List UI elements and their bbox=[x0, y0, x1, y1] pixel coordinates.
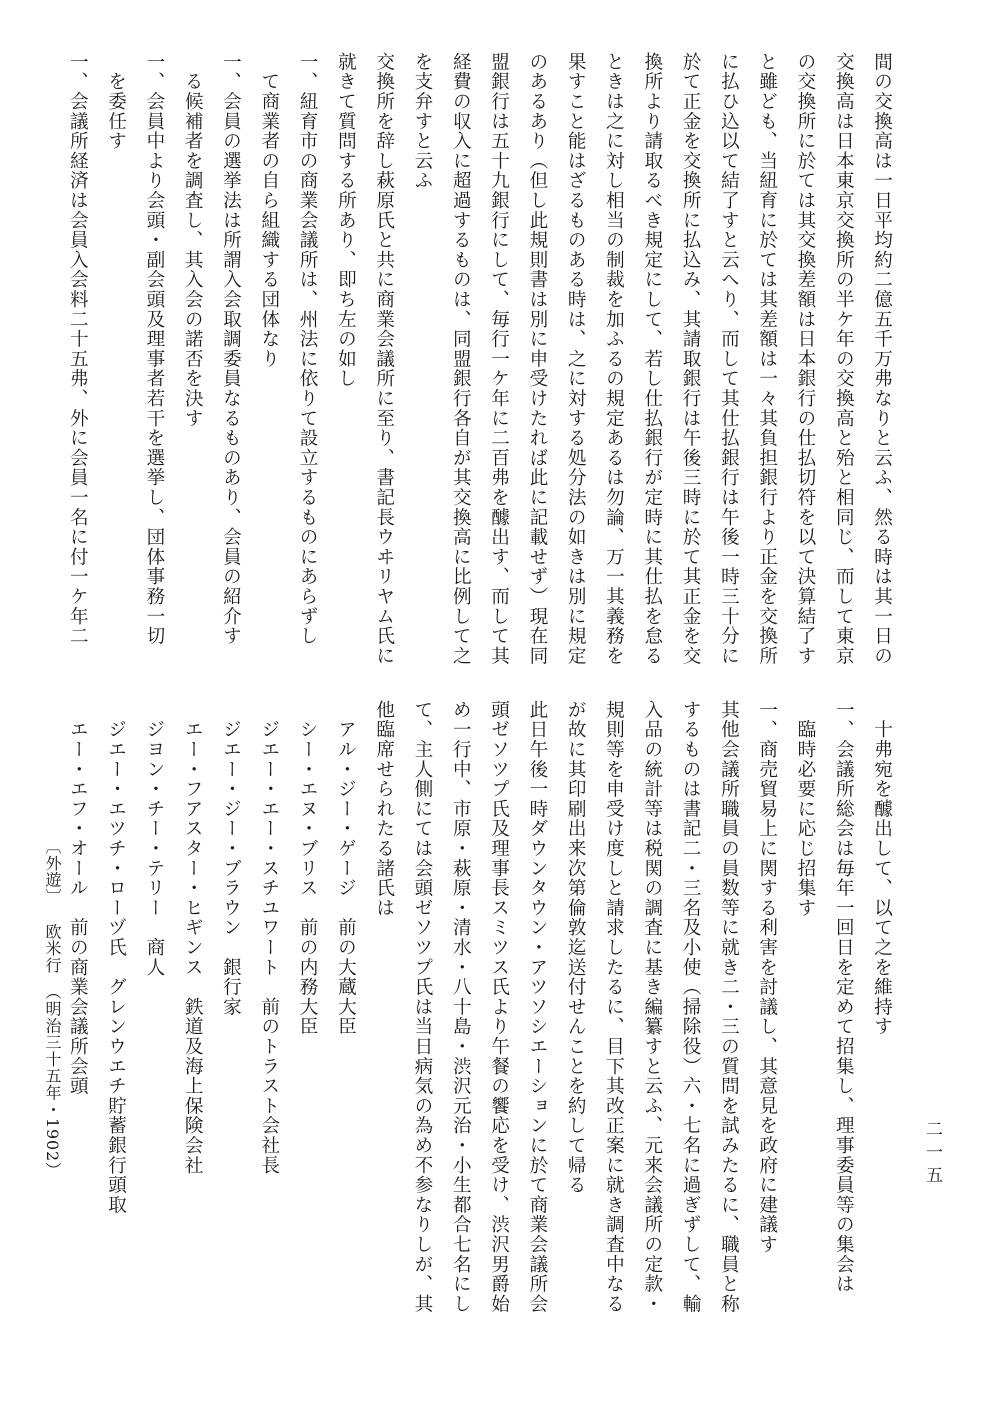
running-header bbox=[44, 838, 60, 1179]
text-column: エー・フアスター・ヒギンス 鉄道及海上保険会社 bbox=[182, 700, 204, 1176]
text-column: ジエー・エー・スチユワート 前のトラスト会社長 bbox=[258, 700, 280, 1176]
text-column: と雖ども、当紐育に於ては其差額は一々其負担銀行より正金を交換所 bbox=[756, 52, 778, 666]
text-column: 他臨席せられたる諸氏は bbox=[373, 700, 395, 918]
text-column: 一、会員の選挙法は所謂入会取調委員なるものあり、会員の紹介す bbox=[220, 52, 242, 646]
text-column: を委任す bbox=[105, 52, 127, 151]
text-column: 此日午後一時ダウンタウン・アツソシエーションに於て商業会議所会 bbox=[526, 700, 548, 1314]
text-column: 入品の統計等は税関の調査に基き編纂すと云ふ、元来会議所の定款・ bbox=[641, 700, 663, 1314]
text-column: シー・エヌ・ブリス 前の内務大臣 bbox=[297, 700, 319, 1037]
text-column: る候補者を調査し、其入会の諾否を決す bbox=[182, 52, 204, 429]
text-column: 換所より請取るべき規定にして、若し仕払銀行が定時に其仕払を怠る bbox=[641, 52, 663, 666]
text-column: 頭ゼソツプ氏及理事長スミツス氏より午餐の饗応を受け、渋沢男爵始 bbox=[488, 700, 510, 1314]
header-year: （明治三十五年・1902） bbox=[43, 983, 62, 1179]
text-column: 一、会議所総会は毎年一回日を定めて招集し、理事委員等の集会は bbox=[833, 700, 855, 1294]
text-column: が故に其印刷出来次第倫敦迄送付せんことを約して帰る bbox=[565, 700, 587, 1195]
text-column: 交換所を辞し萩原氏と共に商業会議所に至り、書記長ウヰリヤム氏に bbox=[373, 52, 395, 666]
text-column: に払ひ込以て結了すと云へり、而して其仕払銀行は午後一時三十分に bbox=[718, 52, 740, 666]
text-column: 規則等を申受け度しと請求したるに、目下其改正案に就き調査中なる bbox=[603, 700, 625, 1314]
text-column: 一、紐育市の商業会議所は、州法に依りて設立するものにあらずし bbox=[297, 52, 319, 646]
text-column: め一行中、市原・萩原・清水・八十島・渋沢元治・小生都合七名にし bbox=[450, 700, 472, 1314]
text-column: エー・エフ・オール 前の商業会議所会頭 bbox=[67, 700, 89, 1096]
text-column: を支弁すと云ふ bbox=[411, 52, 433, 191]
text-column: 間の交換高は一日平均約二億五千万弗なりと云ふ、然る時は其一日の bbox=[871, 52, 893, 666]
text-column: 臨時必要に応じ招集す bbox=[794, 700, 816, 918]
text-column: 一、商売貿易上に関する利害を討議し、其意見を政府に建議す bbox=[756, 700, 778, 1255]
text-column: て、主人側にては会頭ゼソツプ氏は当日病気の為め不参なりしが、其 bbox=[411, 700, 433, 1314]
page-number: 二一五 bbox=[922, 1120, 942, 1189]
text-column: 果すこと能はざるものある時は、之に対する処分法の如きは別に規定 bbox=[565, 52, 587, 666]
text-column: アル・ジー・ゲージ 前の大蔵大臣 bbox=[335, 700, 357, 1037]
text-column: 経費の収入に超過するものは、同盟銀行各自が其交換高に比例して之 bbox=[450, 52, 472, 666]
text-column: 就きて質問する所あり、即ち左の如し bbox=[335, 52, 357, 389]
text-column: ジエー・ジー・ブラウン 銀行家 bbox=[220, 700, 242, 1017]
text-column: ジエー・エツチ・ローヅ氏 グレンウエチ貯蓄銀行頭取 bbox=[105, 700, 127, 1215]
text-column: ときは之に対し相当の制裁を加ふるの規定あるは勿論、万一其義務を bbox=[603, 52, 625, 666]
text-column: するものは書記二・三名及小使（掃除役）六・七名に過ぎずして、輸 bbox=[680, 700, 702, 1314]
text-column: 交換高は日本東京交換所の半ケ年の交換高と殆と相同じ、而して東京 bbox=[833, 52, 855, 666]
text-column: ジヨン・チー・テリー 商人 bbox=[143, 700, 165, 978]
text-column: 一、会議所経済は会員入会料二十五弗、外に会員一名に付一ケ年二 bbox=[67, 52, 89, 646]
text-column: 十弗宛を醵出して、以て之を維持す bbox=[871, 700, 893, 1037]
text-column: の交換所に於ては其交換差額は日本銀行の仕払切符を以て決算結了す bbox=[794, 52, 816, 666]
text-column: のあるあり（但し此規則書は別に申受けたれば此に記載せず）現在同 bbox=[526, 52, 548, 666]
header-title: 欧米行 bbox=[43, 923, 62, 974]
header-section: 〔外遊〕 bbox=[43, 838, 62, 906]
text-column: 一、会員中より会頭・副会頭及理事者若干を選挙し、団体事務一切 bbox=[143, 52, 165, 646]
text-column: て商業者の自ら組織する団体なり bbox=[258, 52, 280, 369]
text-column: 盟銀行は五十九銀行にして、毎行一ケ年に二百弗を醵出す、而して其 bbox=[488, 52, 510, 666]
text-column: 其他会議所職員の員数等に就き二・三の質問を試みたるに、職員と称 bbox=[718, 700, 740, 1314]
text-column: 於て正金を交換所に払込み、其請取銀行は午後三時に於て其正金を交 bbox=[680, 52, 702, 666]
